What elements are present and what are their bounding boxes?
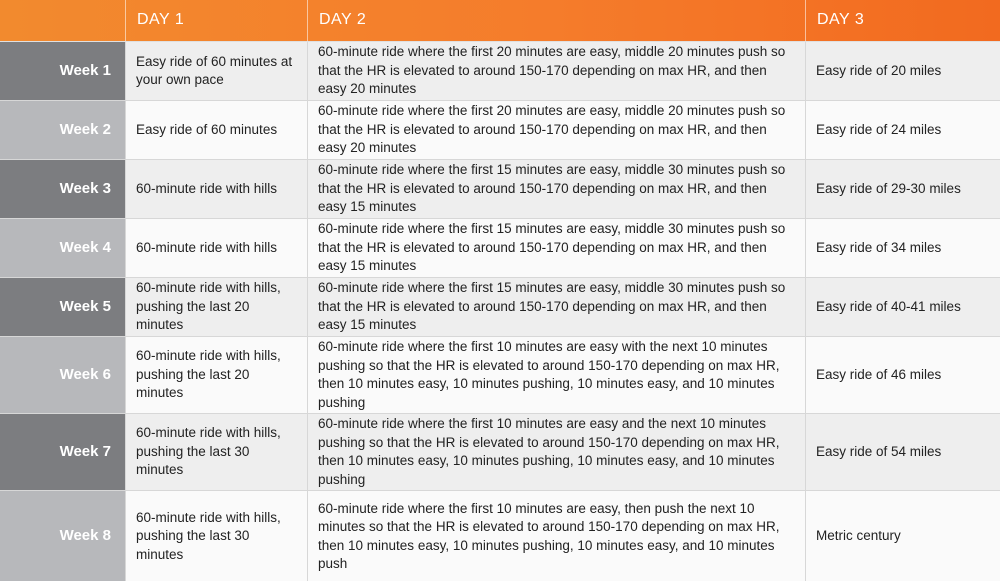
day3-text: Metric century bbox=[816, 528, 901, 544]
day2-text: 60-minute ride where the first 15 minutes are easy, middle 30 minutes push so that the HR is elevated to around 150-170 depending on max HR, and then easy 15 minutes bbox=[318, 162, 786, 215]
day1-text: 60-minute ride with hills, pushing the last 30 minutes bbox=[136, 425, 281, 478]
day2-cell bbox=[308, 101, 806, 159]
day3-cell bbox=[806, 42, 1000, 100]
day3-cell bbox=[806, 278, 1000, 336]
day2-text: 60-minute ride where the first 15 minutes are easy, middle 30 minutes push so that the HR is elevated to around 150-170 depending on max HR, and then easy 15 minutes bbox=[318, 221, 786, 274]
day1-text: Easy ride of 60 minutes at your own pace bbox=[136, 53, 293, 87]
day2-cell bbox=[308, 337, 806, 413]
week-label: Week 8 bbox=[0, 491, 126, 581]
day2-cell bbox=[308, 278, 806, 336]
day2-text: 60-minute ride where the first 10 minutes are easy and the next 10 minutes pushing so that the HR is elevated to around 150-170 depending on max HR, then 10 minutes easy, 10 minutes pushing, 10 minutes easy, and 10 minutes pushing bbox=[318, 416, 780, 487]
day2-text: 60-minute ride where the first 20 minutes are easy, middle 20 minutes push so that the HR is elevated to around 150-170 depending on max HR, and then easy 20 minutes bbox=[318, 44, 786, 97]
header-corner bbox=[0, 0, 126, 41]
day1-cell bbox=[126, 160, 308, 218]
day1-cell bbox=[126, 101, 308, 159]
day2-text: 60-minute ride where the first 10 minutes are easy, then push the next 10 minutes so that the HR is elevated to around 150-170 depending on max HR, then 10 minutes easy, 10 minutes pushing, 10 minutes easy, and 10 minutes push bbox=[318, 500, 780, 571]
day3-cell bbox=[806, 219, 1000, 277]
day2-text: 60-minute ride where the first 10 minutes are easy with the next 10 minutes pushing so that the HR is elevated to around 150-170 depending on max HR, then 10 minutes easy, 10 minutes pushing, 10 minutes easy, and 10 minutes pushing bbox=[318, 339, 780, 410]
table-row bbox=[0, 414, 1000, 491]
day1-text: 60-minute ride with hills, pushing the last 20 minutes bbox=[136, 348, 281, 401]
day2-cell bbox=[308, 414, 806, 490]
day1-cell bbox=[126, 414, 308, 490]
day1-cell bbox=[126, 491, 308, 581]
table-row bbox=[0, 337, 1000, 414]
table-row bbox=[0, 101, 1000, 160]
day1-text: 60-minute ride with hills, pushing the last 20 minutes bbox=[136, 280, 281, 333]
day3-cell bbox=[806, 414, 1000, 490]
week-label: Week 6 bbox=[0, 337, 126, 413]
table-row bbox=[0, 219, 1000, 278]
day1-cell bbox=[126, 337, 308, 413]
table-header-row bbox=[0, 0, 1000, 42]
week-label: Week 3 bbox=[0, 160, 126, 218]
day1-cell bbox=[126, 278, 308, 336]
day3-cell bbox=[806, 160, 1000, 218]
day3-cell bbox=[806, 101, 1000, 159]
day3-text: Easy ride of 29-30 miles bbox=[816, 180, 961, 196]
day1-cell bbox=[126, 42, 308, 100]
week-label: Week 1 bbox=[0, 42, 126, 100]
day3-text: Easy ride of 54 miles bbox=[816, 443, 942, 459]
week-label: Week 4 bbox=[0, 219, 126, 277]
day3-cell bbox=[806, 337, 1000, 413]
header-day-2: DAY 2 bbox=[308, 0, 806, 41]
day2-text: 60-minute ride where the first 15 minutes are easy, middle 30 minutes push so that the HR is elevated to around 150-170 depending on max HR, and then easy 15 minutes bbox=[318, 280, 786, 333]
day2-text: 60-minute ride where the first 20 minutes are easy, middle 20 minutes push so that the HR is elevated to around 150-170 depending on max HR, and then easy 20 minutes bbox=[318, 103, 786, 156]
day3-text: Easy ride of 46 miles bbox=[816, 366, 942, 382]
day2-cell bbox=[308, 491, 806, 581]
day1-text: 60-minute ride with hills bbox=[136, 239, 278, 255]
week-label: Week 5 bbox=[0, 278, 126, 336]
day3-text: Easy ride of 40-41 miles bbox=[816, 298, 961, 314]
table-row bbox=[0, 491, 1000, 581]
day1-text: Easy ride of 60 minutes bbox=[136, 121, 278, 137]
week-label: Week 7 bbox=[0, 414, 126, 490]
day3-text: Easy ride of 24 miles bbox=[816, 121, 942, 137]
table-row bbox=[0, 42, 1000, 101]
day2-cell bbox=[308, 160, 806, 218]
table-row bbox=[0, 278, 1000, 337]
day3-text: Easy ride of 34 miles bbox=[816, 239, 942, 255]
day1-cell bbox=[126, 219, 308, 277]
table-row bbox=[0, 160, 1000, 219]
day2-cell bbox=[308, 219, 806, 277]
day1-text: 60-minute ride with hills, pushing the last 30 minutes bbox=[136, 509, 281, 562]
week-label: Week 2 bbox=[0, 101, 126, 159]
header-day-1: DAY 1 bbox=[126, 0, 308, 41]
day2-cell bbox=[308, 42, 806, 100]
day3-cell bbox=[806, 491, 1000, 581]
day1-text: 60-minute ride with hills bbox=[136, 180, 278, 196]
header-day-3: DAY 3 bbox=[817, 11, 865, 29]
day3-text: Easy ride of 20 miles bbox=[816, 62, 942, 78]
